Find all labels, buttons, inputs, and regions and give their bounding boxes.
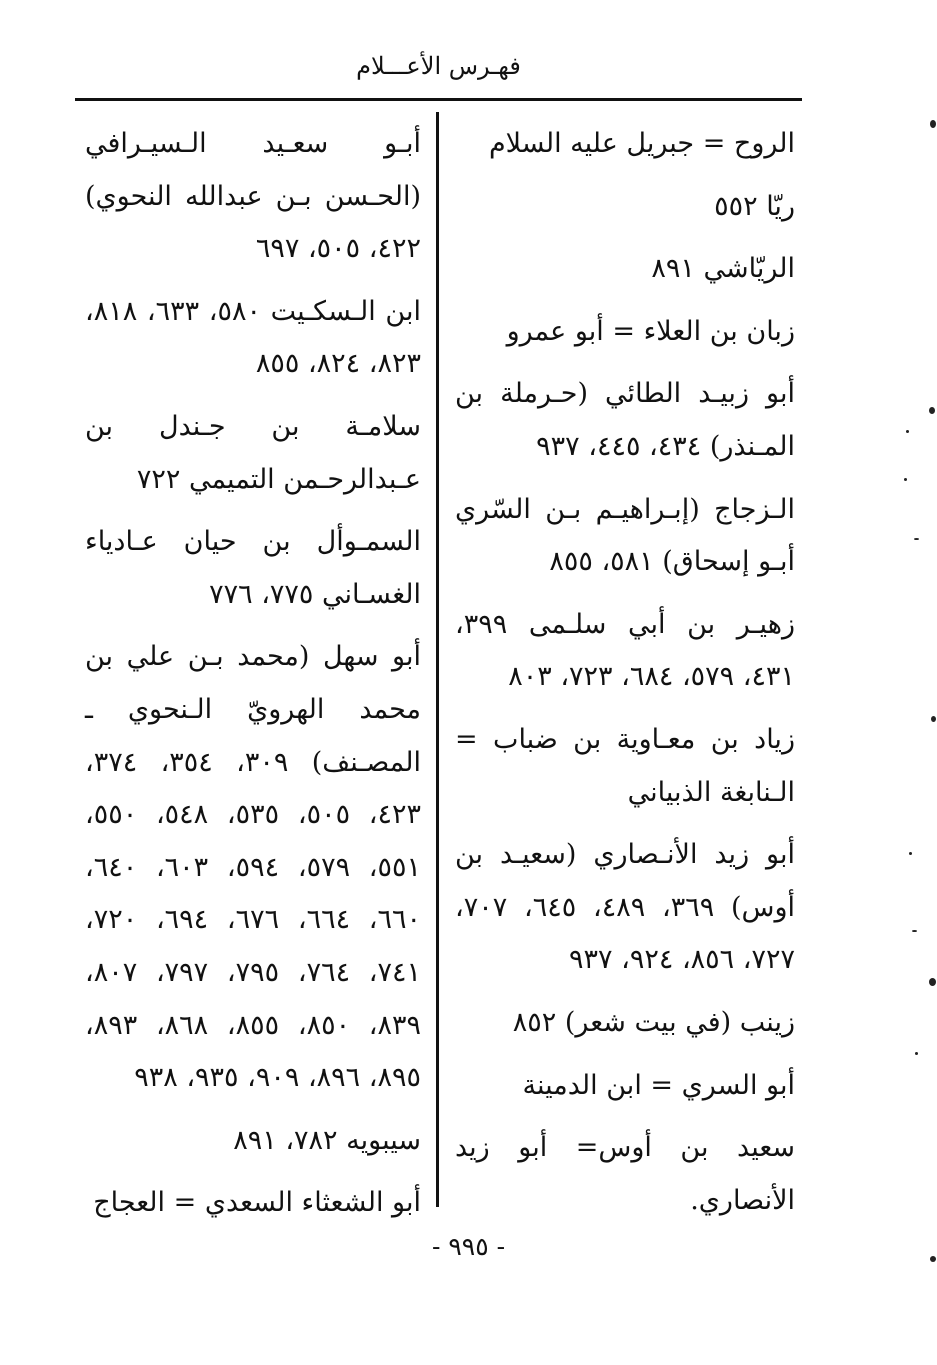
index-entry: أبو السري = ابن الدمينة	[522, 1069, 795, 1101]
left-column	[85, 118, 421, 1240]
index-entry: زياد بن معـاوية بن ضباب = الـنابغة الذبياني	[455, 723, 795, 808]
scan-speck	[930, 120, 936, 128]
index-entry: زهيـر بن أبي سلـمى ٣٩٩، ٤٣١، ٥٧٩، ٦٨٤، ٧٢٣، ٨٠٣	[455, 608, 795, 693]
scan-speck	[909, 852, 912, 855]
header-rule	[75, 98, 802, 101]
index-entry: سعيد بن أوس= أبو زيد الأنصاري.	[455, 1132, 795, 1216]
scan-speck	[912, 930, 917, 932]
index-entry: سيبويه ٧٨٢، ٨٩١	[233, 1124, 421, 1156]
index-entry: السمـوأل بن حيان عـادياء الغسـاني ٧٧٥، ٧٧٦	[85, 526, 421, 610]
page-number: - ٩٩٥ -	[431, 1232, 506, 1261]
scan-speck	[904, 478, 907, 481]
right-column	[455, 118, 795, 1237]
scan-speck	[929, 407, 935, 414]
page-header-title: فهـرس الأعـــلام	[356, 52, 521, 80]
index-entry: أبو الشعثاء السعدي = العجاج	[93, 1187, 421, 1219]
index-entry: أبو سهل (محمد بـن علي بن محمد الهرويّ الـنحوي ـ المصـنف) ٣٠٩، ٣٥٤، ٣٧٤، ٤٢٣، ٥٠٥، ٥٣٥، ٥٤٨، ٥٥٠، ٥٥١، ٥٧٩، ٥٩٤، ٦٠٣، ٦٤٠، ٦٦٠، ٦٦٤، ٦٧٦، ٦٩٤، ٧٢٠، ٧٤١، ٧٦٤، ٧٩٥، ٧٩٧، ٨٠٧، ٨٣٩، ٨٥٠، ٨٥٥، ٨٦٨، ٨٩٣، ٨٩٥، ٨٩٦، ٩٠٩، ٩٣٥، ٩٣٨	[85, 641, 422, 1094]
column-divider	[436, 112, 439, 1207]
index-entry: الـزجاج (إبـراهيـم بـن السّري أبـو إسحاق) ٥٨١، ٨٥٥	[455, 493, 795, 578]
index-entry: أبو زبيـد الطائي (حـرملة بن المـنذر) ٤٣٤، ٤٤٥، ٩٣٧	[455, 378, 795, 462]
index-entry: الروح = جبريل عليه السلام	[488, 128, 795, 159]
scan-speck	[915, 1052, 918, 1055]
index-entry: أبـو سعـيد الـسيـرافي (الحـسن بـن عبدالله النحوي) ٤٢٢، ٥٠٥، ٦٩٧	[85, 128, 421, 265]
scan-speck	[914, 538, 919, 540]
index-entry: الريّاشي ٨٩١	[651, 253, 795, 285]
index-entry: ريّا ٥٥٢	[714, 190, 795, 222]
index-entry: سلامـة بن جـندل بن عـبدالرحـمن التميمي ٧٢٢	[85, 410, 421, 495]
scan-speck	[906, 430, 909, 433]
index-entry: أبو زيد الأنـصاري (سعيـد بن أوس) ٣٦٩، ٤٨٩، ٦٤٥، ٧٠٧، ٧٢٧، ٨٥٦، ٩٢٤، ٩٣٧	[455, 839, 796, 976]
scan-speck	[929, 978, 936, 986]
index-entry: زينب (في بيت شعر) ٨٥٢	[512, 1006, 795, 1038]
scan-speck	[931, 716, 936, 722]
index-entry: ابن الـسكـيت ٥٨٠، ٦٣٣، ٨١٨، ٨٢٣، ٨٢٤، ٨٥٥	[85, 295, 421, 380]
scan-speck	[930, 1256, 936, 1262]
index-entry: زبان بن العلاء = أبو عمرو	[506, 315, 795, 347]
